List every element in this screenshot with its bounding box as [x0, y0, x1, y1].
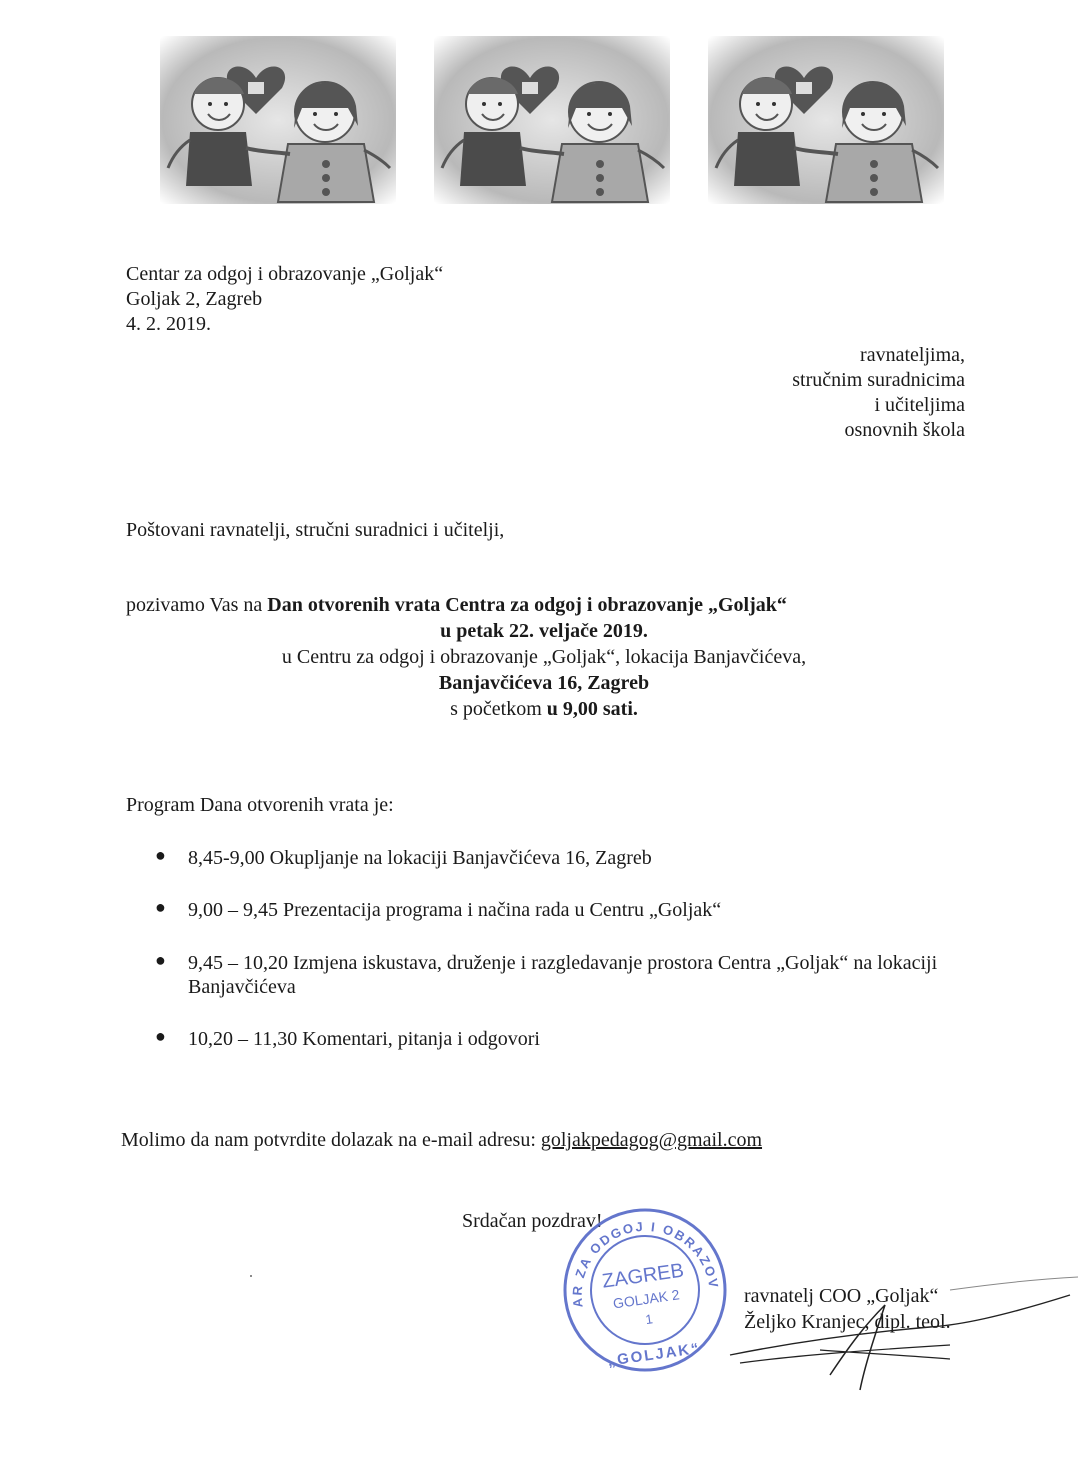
event-date: u petak 22. veljače 2019. [440, 620, 648, 642]
list-item [155, 1027, 975, 1051]
bullet-icon: ● [155, 845, 166, 865]
stamp-street: GOLJAK 2 [612, 1286, 681, 1312]
stamp-city: ZAGREB [600, 1259, 686, 1293]
confirmation-line [121, 1128, 762, 1152]
program-intro: Program Dana otvorenih vrata je: [126, 794, 394, 816]
stamp-ring-text: CENTAR ZA ODGOJ I OBRAZOVANJE [569, 1218, 722, 1309]
program-item-text: 8,45-9,00 Okupljanje na lokaciji Banjavčićeva 16, Zagreb [188, 847, 652, 869]
children-illustration-icon [160, 36, 396, 204]
handwritten-signature-icon [700, 1255, 1080, 1395]
event-address-line [126, 671, 962, 697]
bullet-icon: ● [155, 1025, 166, 1046]
sender-block [126, 262, 443, 337]
event-name: Dan otvorenih vrata Centra za odgoj i obrazovanje „Goljak“ [267, 594, 787, 616]
children-illustration-icon [708, 36, 944, 204]
closing-regards: Srdačan pozdrav! [462, 1210, 603, 1232]
confirmation-text: Molimo da nam potvrdite dolazak na e-mail adresu: [121, 1129, 541, 1151]
program-list [155, 846, 975, 1079]
event-address: Banjavčićeva 16, Zagreb [438, 672, 650, 694]
recipient-line: i učiteljima [874, 394, 965, 416]
children-illustration-icon [434, 36, 670, 204]
program-item-text: 9,00 – 9,45 Prezentacija programa i načina rada u Centru „Goljak“ [188, 899, 722, 922]
header-illustrations [160, 36, 980, 206]
event-location: u Centru za odgoj i obrazovanje „Goljak“, lokacija Banjavčićeva, [281, 646, 807, 668]
list-item [155, 846, 975, 870]
signatory-title: ravnatelj COO „Goljak“ [744, 1285, 939, 1307]
speck [250, 1275, 252, 1277]
sender-address: Goljak 2, Zagreb [126, 288, 263, 310]
salutation: Poštovani ravnatelji, stručni suradnici i učitelji, [126, 519, 505, 541]
invitation-block [126, 593, 976, 723]
sender-name: Centar za odgoj i obrazovanje „Goljak“ [126, 263, 444, 285]
invitation-intro-line [126, 593, 976, 619]
program-item-text: 10,20 – 11,30 Komentari, pitanja i odgovori [188, 1027, 540, 1050]
signatory-name: Željko Kranjec, dipl. teol. [744, 1311, 951, 1333]
event-start-line [126, 697, 962, 723]
recipient-line: ravnateljima, [860, 344, 965, 366]
list-item [155, 898, 975, 922]
recipient-line: osnovnih škola [844, 419, 965, 441]
bullet-icon: ● [155, 897, 166, 918]
letter-date: 4. 2. 2019. [126, 313, 211, 335]
stamp-number: 1 [644, 1311, 654, 1328]
recipient-block [792, 343, 965, 443]
event-start-prefix: s početkom [450, 698, 547, 720]
invitation-intro: pozivamo Vas na [126, 594, 268, 616]
list-item [155, 951, 975, 1000]
program-item-text: 9,45 – 10,20 Izmjena iskustava, druženje i razgledavanje prostora Centra „Goljak“ na lokaciji Banjavčićeva [188, 951, 938, 999]
email-link[interactable]: goljakpedagog@gmail.com [540, 1129, 763, 1151]
event-start-time: u 9,00 sati. [546, 698, 638, 720]
stamp-bottom-text: „GOLJAK“ [606, 1339, 702, 1370]
event-date-line [126, 619, 962, 645]
recipient-line: stručnim suradnicima [792, 369, 965, 391]
bullet-icon: ● [155, 949, 166, 970]
